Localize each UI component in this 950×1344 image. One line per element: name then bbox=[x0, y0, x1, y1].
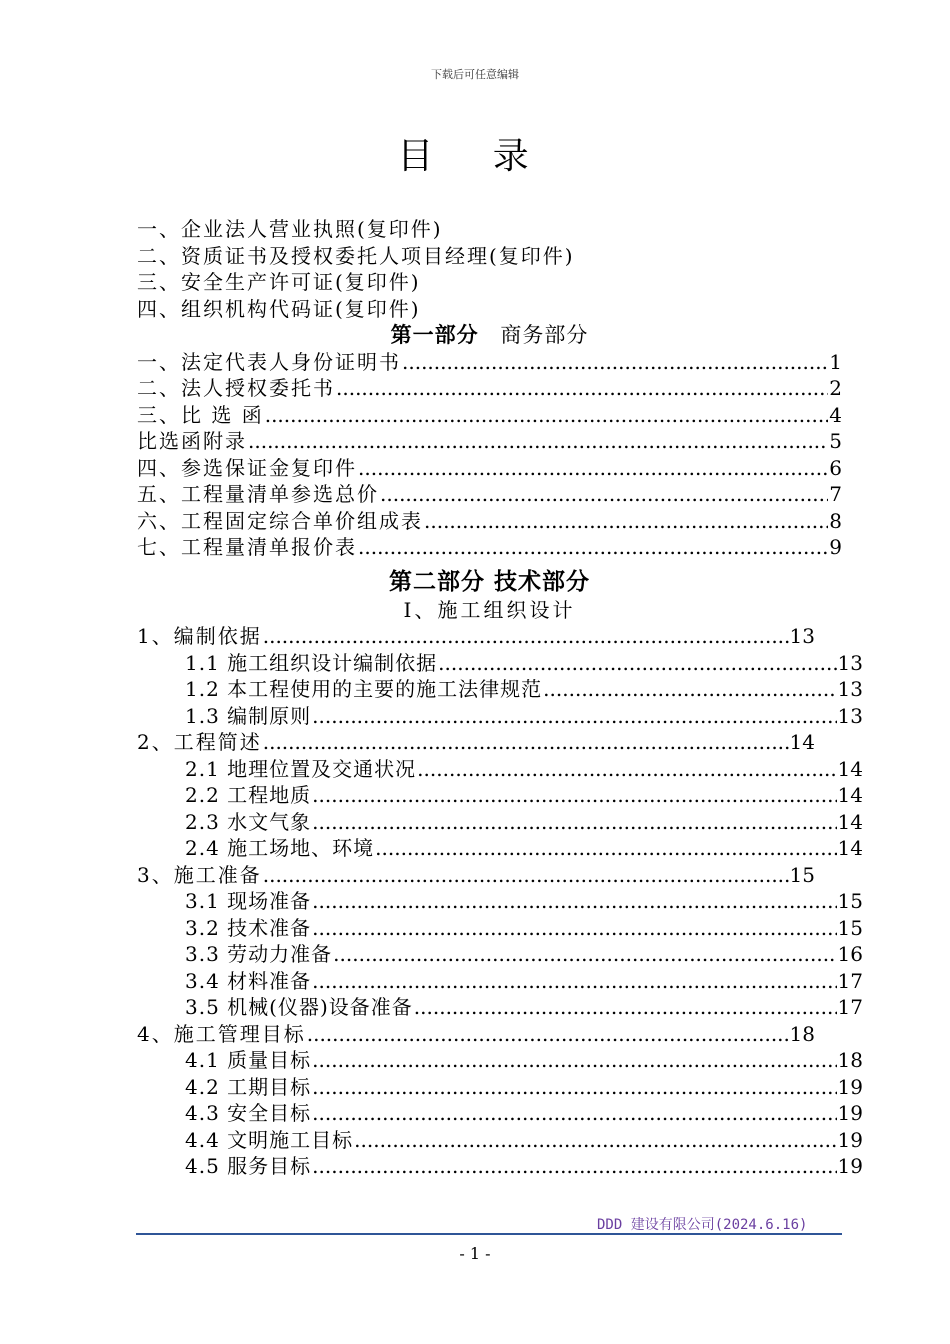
dot-leader bbox=[312, 1153, 836, 1180]
toc-entry-label: 1.2 本工程使用的主要的施工法律规范 bbox=[185, 677, 543, 701]
toc-entry[interactable] bbox=[137, 1127, 863, 1154]
toc-entry[interactable] bbox=[137, 508, 842, 535]
dot-leader bbox=[312, 782, 836, 809]
toc-entry[interactable] bbox=[137, 349, 842, 376]
toc-entry-page: 17 bbox=[837, 995, 863, 1019]
toc-entry-page: 9 bbox=[829, 535, 842, 559]
toc-entry-label: 4.5 服务目标 bbox=[185, 1154, 312, 1178]
dot-leader bbox=[312, 1100, 836, 1127]
toc-entry-label: 3.2 技术准备 bbox=[185, 915, 312, 940]
toc-entry-page: 13 bbox=[837, 703, 863, 728]
toc-entry-label: 2.1 地理位置及交通状况 bbox=[185, 756, 417, 781]
dot-leader bbox=[402, 349, 828, 376]
toc-entry-page: 19 bbox=[837, 1154, 863, 1178]
toc-entry-label: 3、施工准备 bbox=[137, 862, 262, 887]
dot-leader bbox=[414, 994, 837, 1021]
toc-entry-label: 1.3 编制原则 bbox=[185, 703, 312, 728]
page-number: - 1 - bbox=[459, 1244, 491, 1263]
toc-entry[interactable] bbox=[137, 481, 842, 508]
part1-heading-bold: 第一部分 bbox=[390, 323, 479, 347]
toc-entry-page: 13 bbox=[837, 677, 863, 701]
toc-entry-label: 2.4 施工场地、环境 bbox=[185, 836, 375, 860]
toc-entry-page: 13 bbox=[837, 650, 863, 675]
toc-entry-page: 16 bbox=[837, 942, 863, 966]
page-title: 目 录 bbox=[397, 136, 553, 177]
toc-entry-label: 一、法定代表人身份证明书 bbox=[137, 349, 401, 374]
toc-entry[interactable] bbox=[137, 676, 863, 703]
toc-entry[interactable] bbox=[137, 455, 842, 482]
toc bbox=[137, 216, 863, 1180]
toc-entry-page: 19 bbox=[837, 1127, 863, 1152]
dot-leader bbox=[312, 1047, 836, 1074]
dot-leader bbox=[312, 968, 836, 995]
dot-leader bbox=[263, 623, 789, 650]
toc-entry-page: 14 bbox=[837, 783, 863, 807]
toc-entry-label: 4.4 文明施工目标 bbox=[185, 1127, 354, 1152]
toc-entry-label: 3.1 现场准备 bbox=[185, 889, 312, 913]
toc-entry-page: 5 bbox=[829, 429, 842, 453]
part1-entries bbox=[137, 349, 842, 561]
toc-entry-label: 2、工程简述 bbox=[137, 730, 262, 754]
part2-heading: 第二部分 技术部分 bbox=[388, 568, 590, 595]
toc-entry[interactable] bbox=[137, 1047, 863, 1074]
dot-leader bbox=[380, 481, 828, 508]
attachment-item: 一、企业法人营业执照(复印件) bbox=[137, 217, 443, 241]
toc-entry[interactable] bbox=[137, 402, 842, 429]
toc-entry-label: 三、比 选 函 bbox=[137, 402, 264, 427]
toc-entry-label: 3.4 材料准备 bbox=[185, 968, 312, 993]
toc-entry[interactable] bbox=[137, 1153, 863, 1180]
toc-entry-page: 4 bbox=[829, 402, 842, 427]
dot-leader bbox=[312, 703, 836, 730]
dot-leader bbox=[312, 915, 836, 942]
toc-entry-label: 1、编制依据 bbox=[137, 624, 262, 648]
toc-entry-label: 4.3 安全目标 bbox=[185, 1101, 312, 1125]
dot-leader bbox=[307, 1021, 789, 1048]
dot-leader bbox=[312, 809, 836, 836]
dot-leader bbox=[336, 375, 828, 402]
toc-entry-label: 3.3 劳动力准备 bbox=[185, 942, 333, 966]
dot-leader bbox=[333, 941, 836, 968]
toc-entry[interactable] bbox=[137, 428, 842, 455]
toc-entry-page: 19 bbox=[837, 1101, 863, 1125]
toc-entry-label: 4.1 质量目标 bbox=[185, 1048, 312, 1072]
toc-entry-label: 2.2 工程地质 bbox=[185, 783, 312, 807]
toc-entry-label: 比选函附录 bbox=[137, 429, 247, 453]
toc-entry-page: 6 bbox=[829, 455, 842, 480]
dot-leader bbox=[358, 455, 828, 482]
toc-entry-page: 7 bbox=[829, 482, 842, 506]
toc-entry[interactable] bbox=[137, 534, 842, 561]
attachment-item: 三、安全生产许可证(复印件) bbox=[137, 270, 421, 294]
toc-entry-page: 17 bbox=[837, 968, 863, 993]
header-note: 下载后可任意编辑 bbox=[431, 68, 519, 81]
toc-entry-page: 1 bbox=[829, 349, 842, 374]
toc-entry[interactable] bbox=[137, 1021, 815, 1048]
dot-leader bbox=[265, 402, 829, 429]
toc-entry-page: 14 bbox=[837, 809, 863, 834]
toc-entry-label: 二、法人授权委托书 bbox=[137, 376, 335, 400]
toc-entry-page: 13 bbox=[789, 624, 815, 648]
toc-entry-label: 4、施工管理目标 bbox=[137, 1021, 306, 1046]
toc-entry[interactable] bbox=[137, 623, 815, 650]
dot-leader bbox=[263, 729, 789, 756]
toc-entry-label: 3.5 机械(仪器)设备准备 bbox=[185, 995, 413, 1019]
footer-divider bbox=[136, 1233, 842, 1235]
attachment-list bbox=[137, 216, 842, 322]
toc-entry[interactable] bbox=[137, 915, 863, 942]
toc-entry-page: 18 bbox=[837, 1048, 863, 1072]
dot-leader bbox=[417, 756, 836, 783]
toc-entry[interactable] bbox=[137, 835, 863, 862]
toc-entry-label: 七、工程量清单报价表 bbox=[137, 535, 357, 559]
dot-leader bbox=[312, 1074, 836, 1101]
dot-leader bbox=[248, 428, 828, 455]
dot-leader bbox=[543, 676, 836, 703]
toc-entry-page: 15 bbox=[837, 889, 863, 913]
toc-entry-page: 15 bbox=[789, 862, 815, 887]
toc-entry[interactable] bbox=[137, 703, 863, 730]
toc-entry-page: 2 bbox=[829, 376, 842, 400]
toc-entry[interactable] bbox=[137, 809, 863, 836]
toc-entry[interactable] bbox=[137, 650, 863, 677]
toc-entry-page: 14 bbox=[837, 756, 863, 781]
toc-entry-page: 18 bbox=[789, 1021, 815, 1046]
toc-entry-page: 14 bbox=[837, 836, 863, 860]
toc-entry-page: 19 bbox=[837, 1074, 863, 1099]
toc-entry-page: 15 bbox=[837, 915, 863, 940]
toc-entry[interactable] bbox=[137, 941, 863, 968]
toc-entry[interactable] bbox=[137, 375, 842, 402]
toc-entry[interactable] bbox=[137, 756, 863, 783]
dot-leader bbox=[354, 1127, 836, 1154]
dot-leader bbox=[375, 835, 836, 862]
attachment-item: 二、资质证书及授权委托人项目经理(复印件) bbox=[137, 243, 575, 268]
toc-entry-page: 14 bbox=[789, 730, 815, 754]
dot-leader bbox=[424, 508, 828, 535]
toc-entry[interactable] bbox=[137, 888, 863, 915]
part2-entries bbox=[137, 623, 863, 1180]
toc-entry[interactable] bbox=[137, 1100, 863, 1127]
part1-heading bbox=[137, 322, 842, 349]
toc-entry[interactable] bbox=[137, 862, 815, 889]
toc-entry[interactable] bbox=[137, 994, 863, 1021]
toc-entry[interactable] bbox=[137, 968, 863, 995]
toc-entry[interactable] bbox=[137, 1074, 863, 1101]
section-heading: Ⅰ、施工组织设计 bbox=[403, 597, 576, 622]
toc-entry-label: 1.1 施工组织设计编制依据 bbox=[185, 650, 438, 675]
toc-entry-label: 2.3 水文气象 bbox=[185, 809, 312, 834]
toc-entry[interactable] bbox=[137, 729, 815, 756]
toc-entry-label: 五、工程量清单参选总价 bbox=[137, 482, 379, 506]
dot-leader bbox=[263, 862, 789, 889]
dot-leader bbox=[312, 888, 836, 915]
toc-entry-label: 四、参选保证金复印件 bbox=[137, 455, 357, 480]
toc-entry-label: 4.2 工期目标 bbox=[185, 1074, 312, 1099]
footer-company: DDD 建设有限公司(2024.6.16) bbox=[597, 1217, 808, 1233]
part1-heading-rest: 商务部分 bbox=[500, 323, 589, 347]
toc-entry-page: 8 bbox=[829, 508, 842, 533]
attachment-item: 四、组织机构代码证(复印件) bbox=[137, 296, 421, 321]
toc-entry-label: 六、工程固定综合单价组成表 bbox=[137, 508, 423, 533]
dot-leader bbox=[358, 534, 828, 561]
dot-leader bbox=[438, 650, 836, 677]
toc-entry[interactable] bbox=[137, 782, 863, 809]
